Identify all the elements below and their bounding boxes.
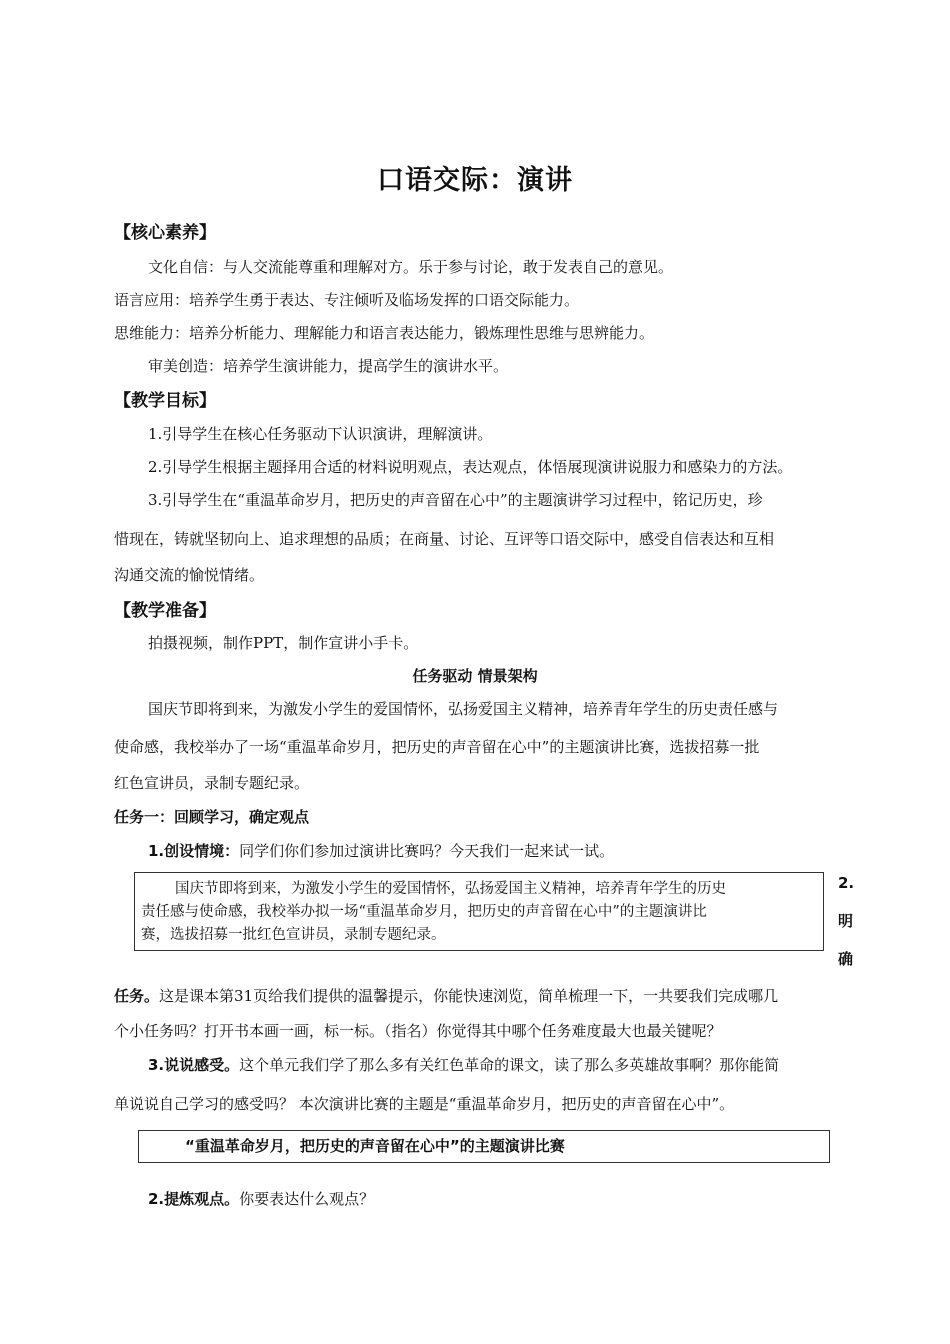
core-line-1: 文化自信：与人交流能尊重和理解对方。乐于参与讨论，敢于发表自己的意见。: [148, 258, 674, 276]
theme-box: [138, 1130, 830, 1163]
step-1-text: 同学们你们参加过演讲比赛吗？今天我们一起来试一试。: [239, 842, 615, 860]
step-2-line-2: 个小任务吗？打开书本画一画，标一标。（指名）你觉得其中哪个任务难度最大也最关键呢？: [114, 1022, 722, 1040]
scenario-box-line-3: 赛，选拔招募一批红色宣讲员，录制专题纪录。: [141, 927, 446, 943]
step-3-text: 这个单元我们学了那么多有关红色革命的课文，读了那么多英雄故事啊？那你能简: [239, 1056, 780, 1074]
core-heading: 【核心素养】: [114, 223, 216, 243]
task1-heading: 任务一：回顾学习，确定观点: [114, 808, 310, 826]
prep-line: 拍摄视频，制作PPT，制作宣讲小手卡。: [148, 634, 419, 652]
step-4: [148, 1188, 374, 1209]
step-2-label: 任务。: [114, 987, 160, 1005]
goal-3-line-3: 沟通交流的愉悦情绪。: [114, 566, 265, 584]
step-2-number: 2.: [838, 874, 855, 892]
goal-3-line-2: 惜现在，铸就坚韧向上、追求理想的品质；在商量、讨论、互评等口语交际中，感受自信表达和互相: [114, 530, 775, 548]
step-4-label: 2.提炼观点。: [148, 1190, 240, 1208]
goal-2: 2.引导学生根据主题择用合适的材料说明观点，表达观点，体悟展现演讲说服力和感染力的方法。: [148, 458, 793, 476]
core-line-2: 语言应用：培养学生勇于表达、专注倾听及临场发挥的口语交际能力。: [114, 291, 580, 309]
step-2-line-1: [114, 985, 778, 1006]
goal-1: 1.引导学生在核心任务驱动下认识演讲，理解演讲。: [148, 425, 493, 443]
scenario-box: [134, 872, 824, 951]
step-2-text: 这是课本第31页给我们提供的温馨提示，你能快速浏览，简单梳理一下，一共要我们完成哪几: [159, 987, 779, 1005]
scenario-line-3: 红色宣讲员，录制专题纪录。: [114, 774, 310, 792]
step-3-label: 3.说说感受。: [148, 1056, 240, 1074]
core-line-4: 审美创造：培养学生演讲能力，提高学生的演讲水平。: [148, 357, 509, 375]
goal-3-line-1: 3.引导学生在“重温革命岁月，把历史的声音留在心中”的主题演讲学习过程中，铭记历史，珍: [148, 491, 763, 509]
step-2-char-2: 确: [838, 950, 854, 968]
core-line-3: 思维能力：培养分析能力、理解能力和语言表达能力，锻炼理性思维与思辨能力。: [114, 324, 655, 342]
scenario-box-line-1: 国庆节即将到来，为激发小学生的爱国情怀，弘扬爱国主义精神，培养青年学生的历史: [175, 881, 726, 897]
scenario-heading: 任务驱动 情景架构: [412, 667, 538, 685]
step-1: [148, 840, 614, 861]
scenario-line-1: 国庆节即将到来，为激发小学生的爱国情怀，弘扬爱国主义精神，培养青年学生的历史责任感与: [148, 700, 779, 718]
step-1-label: 1.创设情境：: [148, 842, 240, 860]
theme-box-text: “重温革命岁月，把历史的声音留在心中”的主题演讲比赛: [185, 1137, 565, 1155]
step-3-line-2: 单说说自己学习的感受吗？ 本次演讲比赛的主题是“重温革命岁月，把历史的声音留在心中”。: [114, 1095, 735, 1113]
scenario-box-line-2: 责任感与使命感，我校举办拟一场“重温革命岁月，把历史的声音留在心中”的主题演讲比: [141, 904, 707, 920]
prep-heading: 【教学准备】: [114, 601, 216, 621]
page-title: 口语交际：演讲: [377, 165, 573, 196]
step-4-text: 你要表达什么观点？: [239, 1190, 375, 1208]
step-2-char-1: 明: [838, 912, 854, 930]
goals-heading: 【教学目标】: [114, 391, 216, 411]
step-3-line-1: [148, 1054, 779, 1075]
scenario-line-2: 使命感，我校举办了一场“重温革命岁月，把历史的声音留在心中”的主题演讲比赛，选拔招募一批: [114, 738, 760, 756]
